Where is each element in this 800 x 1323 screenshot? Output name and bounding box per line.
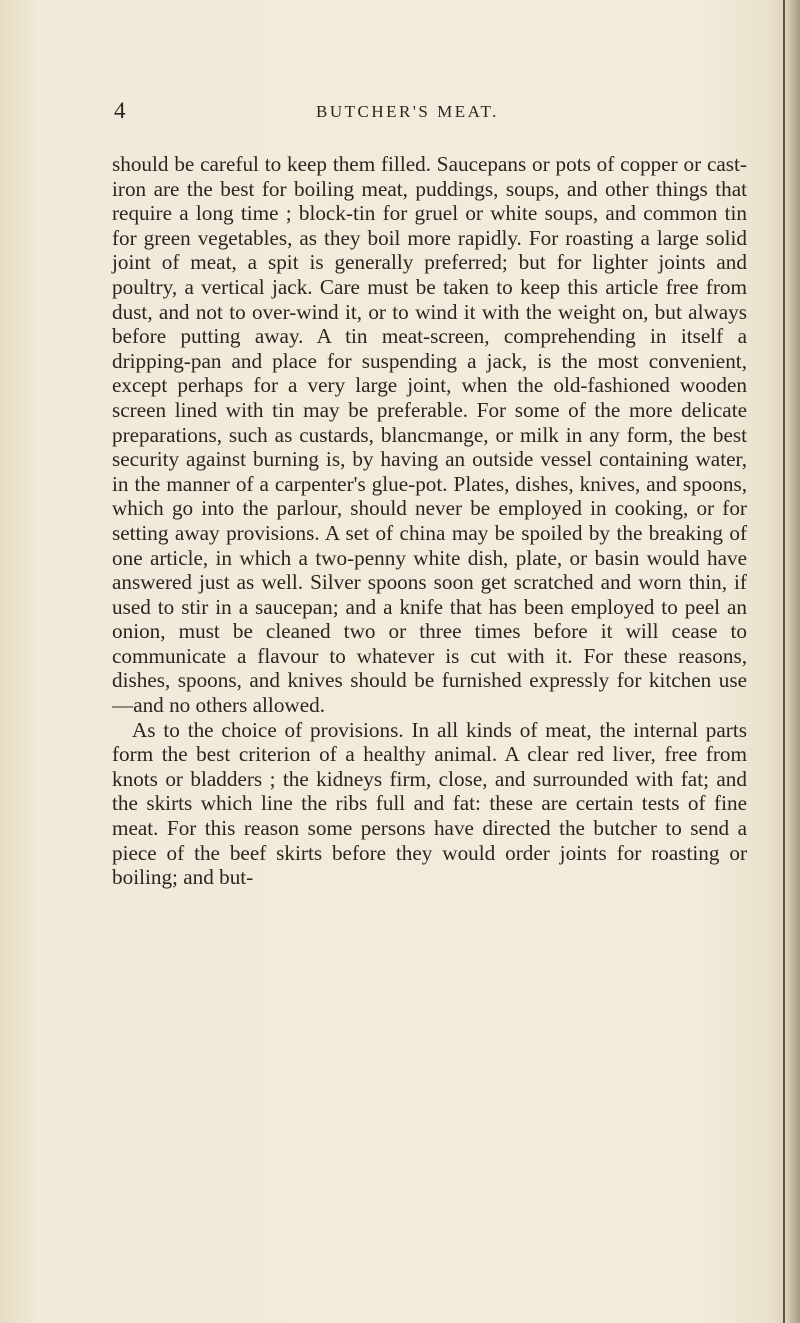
body-text bbox=[112, 152, 747, 890]
page-header bbox=[114, 98, 754, 128]
running-head: BUTCHER'S MEAT. bbox=[316, 102, 499, 121]
page-edge-line bbox=[783, 0, 785, 1323]
paragraph-choice-of-provisions: As to the choice of provisions. In all kinds of meat, the internal parts form the best criterion of a healthy animal. A clear red liver, free from knots or bladders ; the kidneys firm, close, and surrounded with fat; and the skirts which line the ribs full and fat: these are certain tests of fine meat. For this reason some persons have directed the butcher to send a piece of the beef skirts before they would order joints for roasting or boiling; and but- bbox=[112, 717, 747, 890]
paragraph-continued: should be careful to keep them filled. Saucepans or pots of copper or cast-iron are the best for boiling meat, puddings, soups, and other things that require a long time ; block-tin for gruel or white soups, and common tin for green vegetables, as they boil more rapidly. For roasting a large solid joint of meat, a spit is generally preferred; but for lighter joints and poultry, a vertical jack. Care must be taken to keep this article free from dust, and not to over-wind it, or to wind it with the weight on, but always before putting away. A tin meat-screen, comprehending in itself a dripping-pan and place for suspending a jack, is the most convenient, except perhaps for a very large joint, when the old-fashioned wooden screen lined with tin may be preferable. For some of the more delicate preparations, such as custards, blancmange, or milk in any form, the best security against burning is, by having an outside vessel containing water, in the manner of a carpenter's glue-pot. Plates, dishes, knives, and spoons, which go into the parlour, should never be employed in cooking, or for setting away provisions. A set of china may be spoiled by the breaking of one article, in which a two-penny white dish, plate, or basin would have answered just as well. Silver spoons soon get scratched and worn thin, if used to stir in a saucepan; and a knife that has been employed to peel an onion, must be cleaned two or three times before it will cease to communicate a flavour to whatever is cut with it. For these reasons, dishes, spoons, and knives should be furnished expressly for kitchen use —and no others allowed. bbox=[112, 152, 747, 718]
page-edge-shadow bbox=[786, 0, 800, 1323]
page-number: 4 bbox=[114, 98, 126, 123]
